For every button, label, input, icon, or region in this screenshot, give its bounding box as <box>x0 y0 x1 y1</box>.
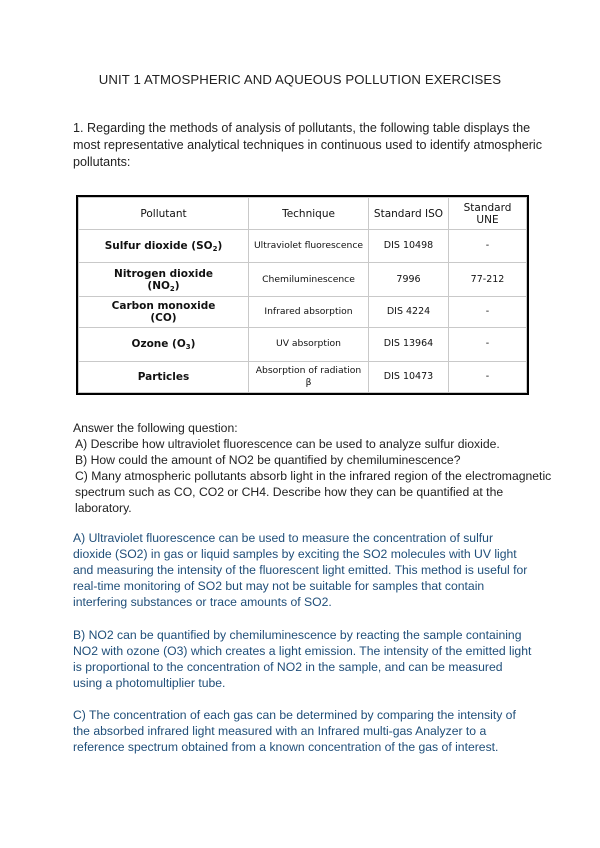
une-cell: 77-212 <box>449 263 527 297</box>
page-title: UNIT 1 ATMOSPHERIC AND AQUEOUS POLLUTION EXERCISES <box>98 72 502 87</box>
pollutant-formula: $(O_3)$ <box>172 338 196 352</box>
answer-prompt: Answer the following question: <box>73 421 238 435</box>
technique-cell: Absorption of radiation β <box>249 361 369 392</box>
iso-cell: DIS 13964 <box>369 327 449 361</box>
header-pollutant: Pollutant <box>79 198 249 230</box>
pollutant-formula: $(SO_2)$ <box>191 240 223 254</box>
une-cell: - <box>449 361 527 392</box>
response-c <box>73 707 533 755</box>
une-cell: - <box>449 327 527 361</box>
header-technique: Technique <box>249 198 369 230</box>
table-row <box>79 297 527 327</box>
pollutant-name: Carbon monoxide <box>111 300 216 313</box>
header-standard-iso: Standard ISO <box>369 198 449 230</box>
pollutant-cell <box>79 361 249 392</box>
header-standard-une: Standard UNE <box>449 198 527 230</box>
une-cell: - <box>449 297 527 327</box>
technique-cell: Infrared absorption <box>249 297 369 327</box>
pollutant-name: Ozone <box>131 338 169 351</box>
pollutant-cell <box>79 230 249 263</box>
response-a-text: A) Ultraviolet fluorescence can be used to measure the concentration of sulfur dioxide (SO2) in gas or liquid samples by exciting the SO2 molecules with UV light and measuring the intensity of the fluorescent light emitted. This method is useful for real-time monitoring of SO2 but may not be suitable for samples that contain interfering substances or trace amounts of SO2. <box>73 531 528 609</box>
sub-question-a: A) Describe how ultraviolet fluorescence can be used to analyze sulfur dioxide. <box>75 437 500 451</box>
iso-cell: DIS 10473 <box>369 361 449 392</box>
pollutants-table <box>76 195 529 395</box>
technique-cell: UV absorption <box>249 327 369 361</box>
table-row <box>79 327 527 361</box>
technique-cell: Ultraviolet fluorescence <box>249 230 369 263</box>
response-b-text: B) NO2 can be quantified by chemiluminescence by reacting the sample containing NO2 with ozone (O3) which creates a light emission. The intensity of the emitted light is proportional to the concentration of NO2 in the sample, and can be measured using a photomultiplier tube. <box>73 628 532 690</box>
table-header-row <box>79 198 527 230</box>
pollutant-name: Particles <box>137 370 190 383</box>
pollutant-formula: (CO) <box>150 312 177 325</box>
sub-question-b: B) How could the amount of NO2 be quantified by chemiluminescence? <box>75 453 461 467</box>
technique-cell: Chemiluminescence <box>249 263 369 297</box>
question-intro: 1. Regarding the methods of analysis of pollutants, the following table displays the most representative analytical techniques in continuous used to identify atmospheric pollutants: <box>73 121 543 169</box>
iso-cell: 7996 <box>369 263 449 297</box>
sub-question-c: C) Many atmospheric pollutants absorb light in the infrared region of the electromagnetic spectrum such as CO, CO2 or CH4. Describe how they can be quantified at the laboratory. <box>75 469 552 515</box>
pollutant-cell <box>79 297 249 327</box>
pollutant-cell <box>79 327 249 361</box>
iso-cell: DIS 4224 <box>369 297 449 327</box>
response-a <box>73 530 533 610</box>
table-row <box>79 230 527 263</box>
pollutant-cell <box>79 263 249 297</box>
response-c-text: C) The concentration of each gas can be determined by comparing the intensity of the absorbed infrared light measured with an Infrared multi-gas Analyzer to a reference spectrum obtained from a known concentration of the gas of interest. <box>73 708 516 754</box>
pollutant-name: Sulfur dioxide <box>104 240 188 253</box>
questions-block <box>73 420 553 516</box>
response-b <box>73 627 533 691</box>
pollutant-formula: $(NO_2)$ <box>147 279 180 293</box>
une-cell: - <box>449 230 527 263</box>
table-row <box>79 361 527 392</box>
iso-cell: DIS 10498 <box>369 230 449 263</box>
table-row <box>79 263 527 297</box>
pollutant-name: Nitrogen dioxide <box>114 267 213 280</box>
